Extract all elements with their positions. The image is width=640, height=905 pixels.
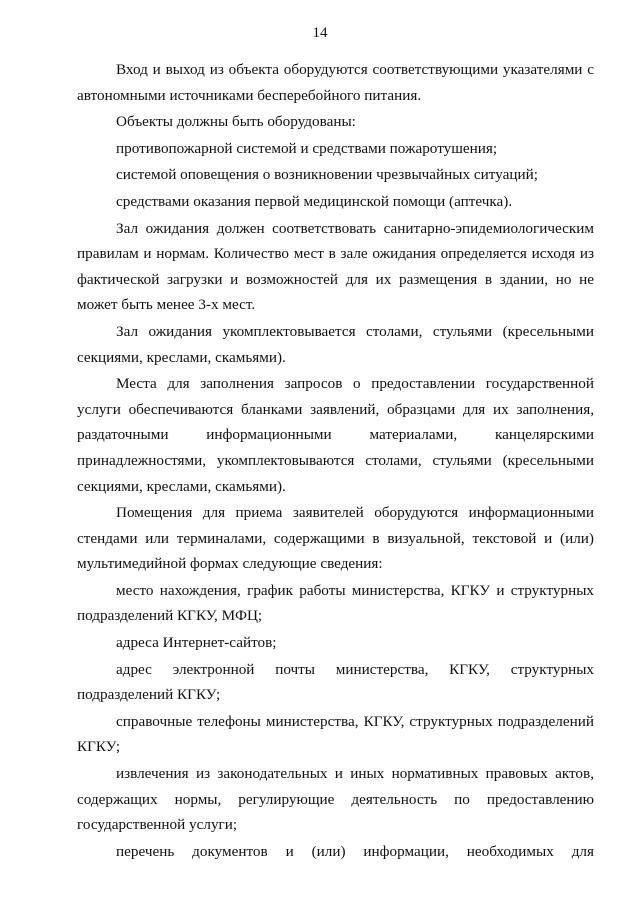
paragraph-waiting-hall-furniture: Зал ожидания укомплектовывается столами, стульями (кресельными секциями, креслами, скамьями). [77, 322, 594, 366]
page-number: 14 [312, 25, 328, 41]
paragraph-waiting-hall-norms: Зал ожидания должен соответствовать санитарно-эпидемиологическим правилам и нормам. Количество мест в зале ожидания определяется исходя из фактической загрузки и возможностей для их размещения в здании, но не может быть менее 3-х мест. [77, 219, 594, 314]
list-item-first-aid: средствами оказания первой медицинской помощи (аптечка). [116, 192, 513, 210]
paragraph-entrance-exit: Вход и выход из объекта оборудуются соответствующими указателями с автономными источниками бесперебойного питания. [77, 61, 594, 104]
list-item-fire-system: противопожарной системой и средствами пожаротушения; [116, 139, 498, 157]
paragraph-info-stands: Помещения для приема заявителей оборудуются информационными стендами или терминалами, содержащими в визуальной, текстовой и (или) мультимедийной формах следующие сведения: [77, 504, 594, 573]
paragraph-request-filling-places: Места для заполнения запросов о предоставлении государственной услуги обеспечиваются бланками заявлений, образцами для их заполнения, раздаточными информационными материалами, канцелярскими принадлежностями, укомплектовываются столами, стульями (кресельными секциями, креслами, скамьями). [77, 375, 594, 495]
document-body [77, 57, 594, 864]
list-item-website-addresses: адреса Интернет-сайтов; [116, 634, 277, 652]
list-item-reference-phones: справочные телефоны министерства, КГКУ, структурных подразделений КГКУ; [77, 712, 594, 756]
list-item-location-schedule: место нахождения, график работы министерства, КГКУ и структурных подразделений КГКУ, МФЦ; [77, 581, 594, 625]
paragraph-equipment-intro: Объекты должны быть оборудованы: [116, 113, 356, 131]
list-item-email-address: адрес электронной почты министерства, КГКУ, структурных подразделений КГКУ; [77, 660, 594, 704]
list-item-documents-list: перечень документов и (или) информации, необходимых для [116, 842, 594, 860]
list-item-emergency-alert: системой оповещения о возникновении чрезвычайных ситуаций; [116, 166, 538, 184]
list-item-legal-extracts: извлечения из законодательных и иных нормативных правовых актов, содержащих нормы, регулирующие деятельность по предоставлению государственной услуги; [77, 765, 594, 834]
